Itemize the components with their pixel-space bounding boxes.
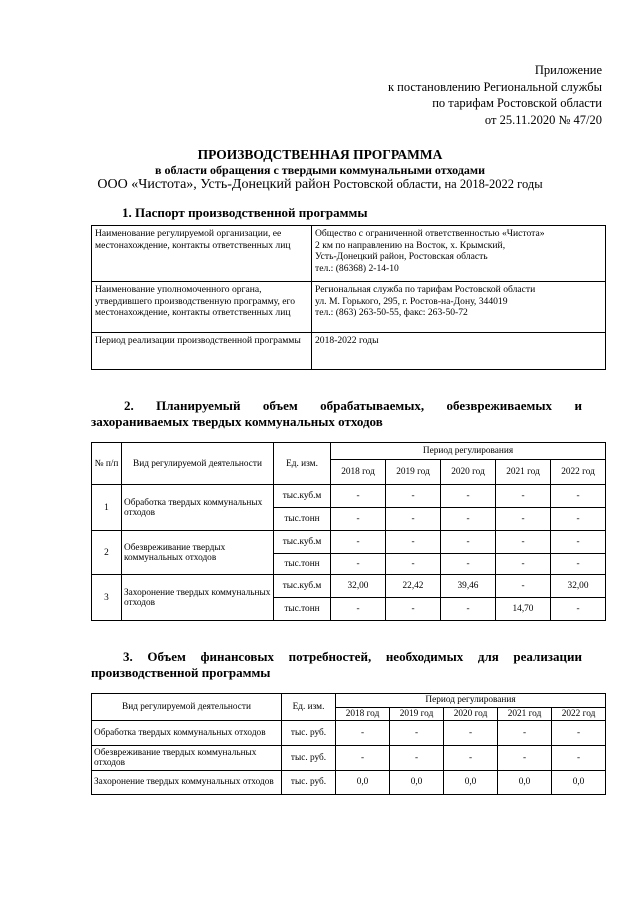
- table-row: [92, 282, 606, 333]
- row-unit: тыс.тонн: [274, 508, 331, 531]
- cell-value: -: [551, 485, 606, 508]
- appendix-line: к постановлению Региональной службы: [387, 79, 602, 94]
- appendix-line: по тарифам Ростовской области: [432, 96, 602, 110]
- cell-value: 0,0: [498, 771, 552, 795]
- row-unit: тыс. руб.: [282, 746, 336, 771]
- section3-heading: [123, 649, 582, 665]
- appendix-block: [388, 62, 602, 128]
- cell-value: 0,0: [336, 771, 390, 795]
- heading-word: для: [477, 649, 499, 664]
- row-activity: Обработка твердых коммунальных отходов: [122, 485, 274, 531]
- table-header-row: [92, 443, 606, 460]
- cell-value: -: [331, 531, 386, 554]
- row-unit: тыс.тонн: [274, 598, 331, 621]
- period-header: Период регулирования: [331, 443, 606, 460]
- heading-line: [124, 398, 582, 414]
- cell-value: -: [551, 531, 606, 554]
- row-unit: тыс. руб.: [282, 721, 336, 746]
- cell-value: -: [336, 746, 390, 771]
- year-header: 2019 год: [390, 707, 444, 721]
- cell-value: -: [496, 485, 551, 508]
- table-row: [92, 721, 606, 746]
- row-unit: тыс. руб.: [282, 771, 336, 795]
- heading-word: финансовых: [200, 649, 275, 664]
- passport-table: [91, 225, 606, 370]
- row-activity: Обезвреживание твердых коммунальных отходов: [92, 746, 282, 771]
- cell-value: 0,0: [552, 771, 606, 795]
- row-number: 1: [92, 485, 122, 531]
- year-header: 2022 год: [551, 460, 606, 485]
- program-subtitle: в области обращения с твердыми коммунальными отходами: [154, 163, 485, 177]
- year-header: 2020 год: [444, 707, 498, 721]
- row-unit: тыс.тонн: [274, 554, 331, 575]
- heading-word: обрабатываемых,: [320, 398, 425, 413]
- cell-value: -: [496, 575, 551, 598]
- org-name: ООО «Чистота», Усть-Донецкий район: [97, 177, 331, 192]
- col-activity-header: Вид регулируемой деятельности: [92, 694, 282, 721]
- cell-value: 32,00: [551, 575, 606, 598]
- heading-word: обезвреживаемых: [446, 398, 553, 413]
- year-header: 2019 год: [386, 460, 441, 485]
- table-row: [92, 575, 606, 598]
- col-unit-header: Ед. изм.: [282, 694, 336, 721]
- cell-value: -: [498, 746, 552, 771]
- finance-table: [91, 693, 606, 795]
- passport-value: [312, 333, 606, 370]
- year-header: 2020 год: [441, 460, 496, 485]
- row-number: 3: [92, 575, 122, 621]
- row-number: 2: [92, 531, 122, 575]
- section2-heading-line2: захораниваемых твердых коммунальных отходов: [91, 414, 383, 429]
- cell-value: -: [444, 746, 498, 771]
- heading-line: [123, 649, 582, 665]
- cell-value: 22,42: [386, 575, 441, 598]
- row-activity: Обезвреживание твердых коммунальных отходов: [122, 531, 274, 575]
- cell-value: -: [386, 508, 441, 531]
- cell-value: -: [386, 485, 441, 508]
- cell-value: -: [552, 746, 606, 771]
- cell-value: -: [386, 554, 441, 575]
- program-title: ПРОИЗВОДСТВЕННАЯ ПРОГРАММА: [197, 147, 443, 162]
- table-row: [92, 485, 606, 508]
- value-line: тел.: (863) 263-50-55, факс: 263-50-72: [315, 307, 468, 318]
- row-activity: Захоронение твердых коммунальных отходов: [122, 575, 274, 621]
- cell-value: 0,0: [444, 771, 498, 795]
- table-row: [92, 771, 606, 795]
- org-region: Ростовской области, на 2018-2022 годы: [330, 177, 543, 191]
- heading-word: реализации: [513, 649, 582, 664]
- passport-value: [312, 282, 606, 333]
- cell-value: 32,00: [331, 575, 386, 598]
- section2-heading: [124, 398, 582, 414]
- passport-value: [312, 226, 606, 282]
- cell-value: -: [386, 531, 441, 554]
- heading-word: потребностей,: [288, 649, 372, 664]
- row-unit: тыс.куб.м: [274, 531, 331, 554]
- col-unit-header: Ед. изм.: [274, 443, 331, 485]
- year-header: 2021 год: [498, 707, 552, 721]
- value-line: 2 км по направлению на Восток, х. Крымский,: [315, 239, 506, 251]
- heading-word: Объем: [147, 649, 186, 664]
- cell-value: -: [331, 554, 386, 575]
- cell-value: -: [444, 721, 498, 746]
- row-activity: Захоронение твердых коммунальных отходов: [92, 771, 282, 795]
- heading-word: 2.: [124, 398, 134, 413]
- cell-value: -: [441, 508, 496, 531]
- year-header: 2018 год: [331, 460, 386, 485]
- value-line: тел.: (86368) 2-14-10: [315, 262, 399, 274]
- value-line: Усть-Донецкий район, Ростовская область: [315, 251, 488, 262]
- heading-word: 3.: [123, 649, 133, 664]
- cell-value: -: [390, 746, 444, 771]
- passport-label: Наименование регулируемой организации, ее местонахождение, контакты ответственных лиц: [92, 226, 312, 282]
- cell-value: -: [331, 485, 386, 508]
- heading-word: и: [574, 398, 582, 413]
- col-number-header: № п/п: [92, 443, 122, 485]
- heading-word: необходимых: [385, 649, 464, 664]
- cell-value: -: [441, 485, 496, 508]
- table-header-row: [92, 694, 606, 708]
- section1-heading: 1. Паспорт производственной программы: [122, 205, 368, 220]
- heading-word: Планируемый: [156, 398, 241, 413]
- row-activity: Обработка твердых коммунальных отходов: [92, 721, 282, 746]
- period-header: Период регулирования: [336, 694, 606, 708]
- cell-value: -: [386, 598, 441, 621]
- col-activity-header: Вид регулируемой деятельности: [122, 443, 274, 485]
- cell-value: 0,0: [390, 771, 444, 795]
- volume-table: [91, 442, 606, 621]
- cell-value: -: [552, 721, 606, 746]
- row-unit: тыс.куб.м: [274, 485, 331, 508]
- value-line: 2018-2022 годы: [315, 335, 379, 346]
- cell-value: -: [496, 554, 551, 575]
- year-header: 2018 год: [336, 707, 390, 721]
- passport-label: Период реализации производственной программы: [92, 333, 312, 370]
- year-header: 2022 год: [552, 707, 606, 721]
- row-unit: тыс.куб.м: [274, 575, 331, 598]
- table-row: [92, 746, 606, 771]
- cell-value: -: [336, 721, 390, 746]
- cell-value: -: [331, 508, 386, 531]
- table-row: [92, 226, 606, 282]
- cell-value: 14,70: [496, 598, 551, 621]
- passport-label: Наименование уполномоченного органа, утвердившего производственную программу, его местонахождение, контакты ответственных лиц: [92, 282, 312, 333]
- value-line: Общество с ограниченной ответственностью «Чистота»: [315, 228, 545, 239]
- value-line: Региональная служба по тарифам Ростовской области: [315, 284, 536, 295]
- year-header: 2021 год: [496, 460, 551, 485]
- cell-value: -: [441, 531, 496, 554]
- cell-value: -: [551, 508, 606, 531]
- cell-value: -: [441, 598, 496, 621]
- cell-value: -: [390, 721, 444, 746]
- program-org: [0, 177, 640, 193]
- value-line: ул. М. Горького, 295, г. Ростов-на-Дону, 344019: [315, 295, 508, 307]
- table-row: [92, 333, 606, 370]
- section3-heading-line2: производственной программы: [91, 665, 271, 680]
- appendix-line: от 25.11.2020 № 47/20: [484, 112, 602, 127]
- cell-value: -: [551, 598, 606, 621]
- cell-value: -: [496, 531, 551, 554]
- cell-value: -: [441, 554, 496, 575]
- cell-value: -: [331, 598, 386, 621]
- cell-value: -: [498, 721, 552, 746]
- table-row: [92, 531, 606, 554]
- cell-value: -: [551, 554, 606, 575]
- cell-value: -: [496, 508, 551, 531]
- cell-value: 39,46: [441, 575, 496, 598]
- appendix-line: Приложение: [534, 63, 602, 77]
- heading-word: объем: [262, 398, 298, 413]
